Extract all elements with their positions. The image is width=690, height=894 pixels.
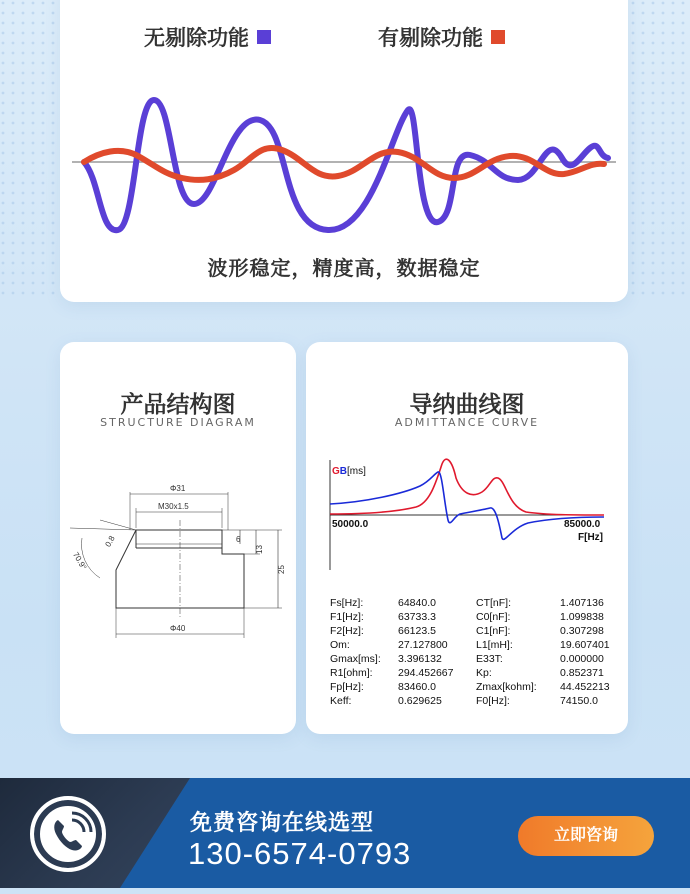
param-value: 0.852371 — [560, 667, 604, 679]
admittance-subtitle: ADMITTANCE CURVE — [394, 416, 540, 429]
param-value: 44.452213 — [560, 681, 610, 693]
param-row — [330, 666, 614, 680]
param-key: C1[nF]: — [476, 625, 511, 637]
param-value: 294.452667 — [398, 667, 454, 679]
param-key: E33T: — [476, 653, 503, 665]
param-value: 63733.3 — [398, 611, 436, 623]
param-key: Fp[Hz]: — [330, 681, 364, 693]
param-value: 64840.0 — [398, 597, 436, 609]
param-key: F2[Hz]: — [330, 625, 364, 637]
param-value: 3.396132 — [398, 653, 442, 665]
dim-top-dia: Φ31 — [170, 484, 186, 493]
param-value: 0.629625 — [398, 695, 442, 707]
x-max-label: 85000.0 — [564, 519, 601, 530]
dim-h1: 6 — [236, 535, 241, 544]
footer-phone-number[interactable]: 130-6574-0793 — [188, 836, 412, 871]
param-row — [330, 680, 614, 694]
param-value: 83460.0 — [398, 681, 436, 693]
dim-h3: 25 — [277, 565, 286, 574]
admittance-card — [306, 342, 628, 734]
param-row — [330, 624, 614, 638]
param-value: 1.099838 — [560, 611, 604, 623]
phone-icon — [30, 796, 106, 872]
param-row — [330, 610, 614, 624]
y-label-unit: [ms] — [347, 466, 366, 477]
param-key: Keff: — [330, 695, 352, 707]
dim-thread: M30x1.5 — [158, 502, 189, 511]
dim-angle: 70.9° — [71, 550, 89, 572]
decor-dots-left — [0, 0, 60, 300]
x-min-label: 50000.0 — [332, 519, 369, 530]
param-value: 1.407136 — [560, 597, 604, 609]
param-value: 66123.5 — [398, 625, 436, 637]
structure-title: 产品结构图 — [120, 392, 236, 418]
susceptance-curve — [330, 472, 604, 539]
consult-now-button[interactable]: 立即咨询 — [518, 816, 654, 856]
wave-without-cull — [84, 100, 608, 230]
param-value: 19.607401 — [560, 639, 610, 651]
footer-banner — [0, 778, 690, 888]
param-value: 0.000000 — [560, 653, 604, 665]
waveform-tagline: 波形稳定，精度高，数据稳定 — [207, 256, 481, 280]
dim-h2: 13 — [255, 545, 264, 554]
conductance-curve — [330, 459, 604, 515]
dim-chamfer: 0.8 — [103, 534, 117, 549]
admittance-chart — [306, 342, 628, 592]
param-key: L1[mH]: — [476, 639, 513, 651]
admittance-params — [330, 596, 614, 708]
param-row — [330, 638, 614, 652]
param-key: R1[ohm]: — [330, 667, 373, 679]
svg-text:GB[ms] — [332, 466, 366, 477]
param-key: Om: — [330, 639, 350, 651]
param-key: CT[nF]: — [476, 597, 512, 609]
param-key: Zmax[kohm]: — [476, 681, 537, 693]
param-key: Fs[Hz]: — [330, 597, 364, 609]
param-value: 27.127800 — [398, 639, 448, 651]
param-key: C0[nF]: — [476, 611, 511, 623]
admittance-title: 导纳曲线图 — [409, 392, 525, 418]
y-label-b: B — [339, 466, 348, 477]
param-key: F0[Hz]: — [476, 695, 510, 707]
dim-bottom-dia: Φ40 — [170, 624, 186, 633]
param-key: Kp: — [476, 667, 492, 679]
structure-subtitle: STRUCTURE DIAGRAM — [100, 416, 256, 429]
x-axis-label: F[Hz] — [578, 532, 603, 543]
param-value: 0.307298 — [560, 625, 604, 637]
param-key: Gmax[ms]: — [330, 653, 381, 665]
param-row — [330, 694, 614, 708]
waveform-card — [60, 0, 628, 302]
structure-drawing — [60, 342, 296, 734]
footer-label: 免费咨询在线选型 — [190, 811, 375, 836]
y-label-g: G — [332, 466, 340, 477]
param-key: F1[Hz]: — [330, 611, 364, 623]
structure-card — [60, 342, 296, 734]
param-row — [330, 596, 614, 610]
param-value: 74150.0 — [560, 695, 598, 707]
decor-dots-right — [630, 0, 690, 300]
param-row — [330, 652, 614, 666]
legend-with-label: 有剔除功能 — [378, 26, 483, 50]
legend-without-label: 无剔除功能 — [144, 26, 249, 50]
